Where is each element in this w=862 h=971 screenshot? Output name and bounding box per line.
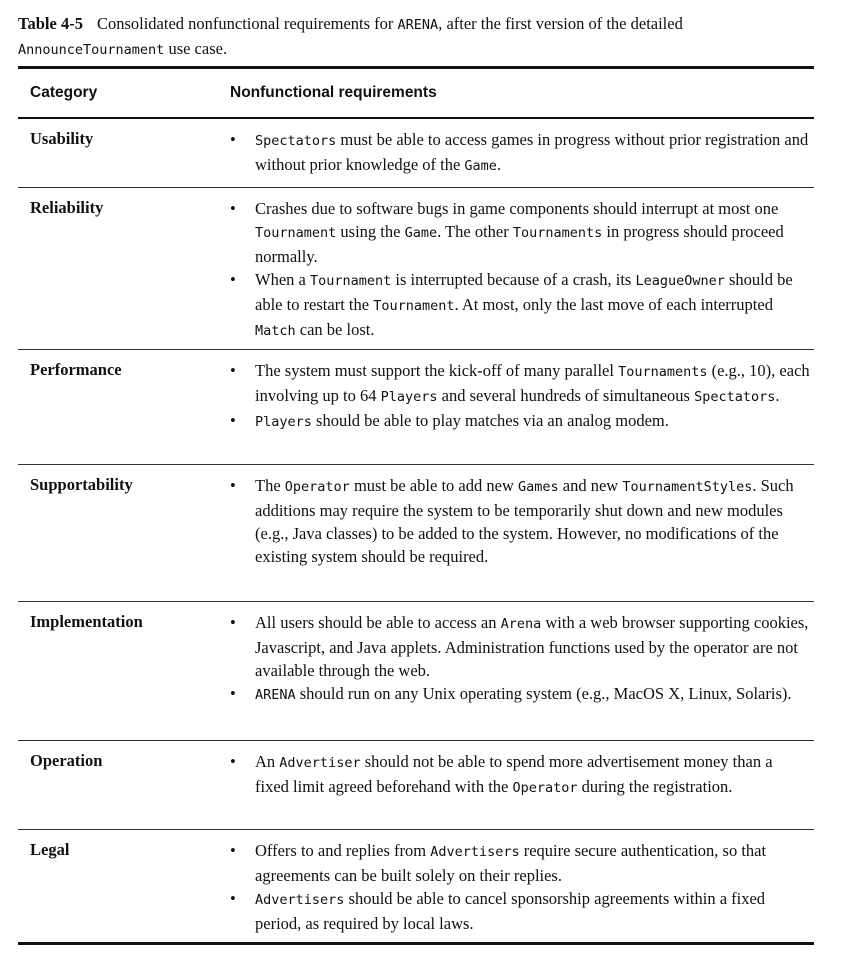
text-segment: The system must support the kick-off of many parallel	[255, 361, 619, 380]
text-segment: The	[255, 476, 285, 495]
code-term: Operator	[284, 479, 350, 495]
text-segment: .	[496, 155, 502, 174]
requirement-item	[230, 197, 810, 268]
text-segment: All users should be able to access an	[255, 613, 501, 632]
header-category: Category	[30, 84, 98, 101]
text-segment: When a	[255, 270, 310, 289]
text-segment: Consolidated nonfunctional requirements for	[96, 14, 398, 33]
category-label: Operation	[30, 751, 103, 770]
text-segment: . The other	[437, 222, 513, 241]
table-row-implementation	[18, 602, 814, 741]
text-segment: should not be able to spend more advertisement money than a fixed limit agreed beforehand with the	[255, 752, 773, 796]
code-term: TournamentStyles	[622, 479, 753, 495]
requirement-item	[230, 474, 810, 568]
category-label: Supportability	[30, 475, 133, 494]
text-segment: with a web browser supporting cookies, Javascript, and Java applets. Administration functions used by the operator are not available through the web.	[255, 613, 809, 680]
requirement-item	[230, 611, 810, 682]
code-term: Advertiser	[279, 755, 361, 771]
table-row-operation	[18, 741, 814, 830]
code-term: Tournament	[255, 225, 337, 241]
text-segment: . Such additions may require the system to be temporarily shut down and new modules (e.g., Java classes) to be added to the system. However, no modifications of the existing system should be required.	[255, 476, 794, 566]
requirements-table	[18, 66, 814, 945]
requirement-item	[230, 359, 810, 409]
category-label: Usability	[30, 129, 94, 148]
code-term: Advertisers	[255, 892, 345, 908]
text-segment: Offers to and replies from	[255, 841, 431, 860]
code-term: Game	[464, 158, 497, 174]
code-term: Advertisers	[430, 844, 520, 860]
requirement-item	[230, 887, 810, 935]
table-row-usability	[18, 119, 814, 188]
table-header	[18, 66, 814, 119]
code-term: Match	[255, 323, 296, 339]
category-label: Implementation	[30, 612, 143, 631]
text-segment: must be able to access games in progress without prior registration and without prior knowledge of the	[255, 130, 809, 174]
text-segment: during the registration.	[577, 777, 733, 796]
code-term: Arena	[500, 616, 542, 632]
requirements-list	[230, 474, 810, 568]
text-segment: and several hundreds of simultaneous	[437, 386, 695, 405]
category-label: Reliability	[30, 198, 104, 217]
text-segment: in progress should proceed normally.	[255, 222, 784, 266]
text-segment: must be able to add new	[349, 476, 518, 495]
table-caption	[18, 12, 808, 62]
code-term: Tournament	[373, 298, 455, 314]
text-segment: and new	[558, 476, 623, 495]
requirement-item	[230, 409, 810, 434]
text-segment: should run on any Unix operating system (e.g., MacOS X, Linux, Solaris).	[295, 684, 792, 703]
code-term: AnnounceTournament	[18, 42, 165, 58]
code-term: Spectators	[255, 133, 337, 149]
text-segment: using the	[336, 222, 405, 241]
text-segment: Crashes due to software bugs in game components should interrupt at most one	[255, 199, 779, 218]
requirements-list	[230, 839, 810, 935]
requirement-item	[230, 682, 810, 707]
code-term: Spectators	[694, 389, 776, 405]
requirements-list	[230, 611, 810, 707]
requirements-list	[230, 197, 810, 343]
text-segment: should be able to play matches via an analog modem.	[311, 411, 669, 430]
text-segment: . At most, only the last move of each interrupted	[454, 295, 773, 314]
text-segment: .	[775, 386, 780, 405]
code-term: Game	[404, 225, 438, 241]
code-term: Players	[380, 389, 438, 405]
code-term: Players	[255, 414, 312, 430]
text-segment: require secure authentication, so that agreements can be built solely on their replies.	[255, 841, 767, 885]
text-segment: is interrupted because of a crash, its	[391, 270, 636, 289]
code-term: LeagueOwner	[635, 273, 725, 289]
code-term: Tournaments	[618, 364, 708, 380]
text-segment: , after the first version of the detailed	[438, 14, 683, 33]
requirements-list	[230, 128, 810, 178]
category-label: Performance	[30, 360, 122, 379]
requirement-item	[230, 268, 810, 343]
category-label: Legal	[30, 840, 70, 859]
table-row-legal	[18, 830, 814, 945]
table-row-reliability	[18, 188, 814, 350]
code-term: ARENA	[255, 687, 296, 703]
code-term: Tournament	[309, 273, 392, 289]
requirement-item	[230, 750, 810, 800]
code-term: Operator	[512, 780, 578, 796]
table-row-performance	[18, 350, 814, 465]
text-segment: An	[255, 752, 280, 771]
requirement-item	[230, 128, 810, 178]
caption-text	[18, 14, 683, 58]
text-segment: can be lost.	[295, 320, 375, 339]
text-segment: use case.	[164, 39, 228, 58]
code-term: Games	[517, 479, 559, 495]
requirements-list	[230, 750, 810, 800]
text-segment: should be able to restart the	[255, 270, 793, 314]
code-term: Tournaments	[512, 225, 603, 241]
text-segment: should be able to cancel sponsorship agreements within a fixed period, as required by local laws.	[255, 889, 766, 933]
header-requirements: Nonfunctional requirements	[230, 84, 437, 101]
requirement-item	[230, 839, 810, 887]
requirements-list	[230, 359, 810, 434]
table-number: Table 4-5	[18, 14, 83, 33]
table-row-supportability	[18, 465, 814, 602]
code-term: ARENA	[397, 17, 439, 33]
text-segment: (e.g., 10), each involving up to 64	[255, 361, 810, 405]
